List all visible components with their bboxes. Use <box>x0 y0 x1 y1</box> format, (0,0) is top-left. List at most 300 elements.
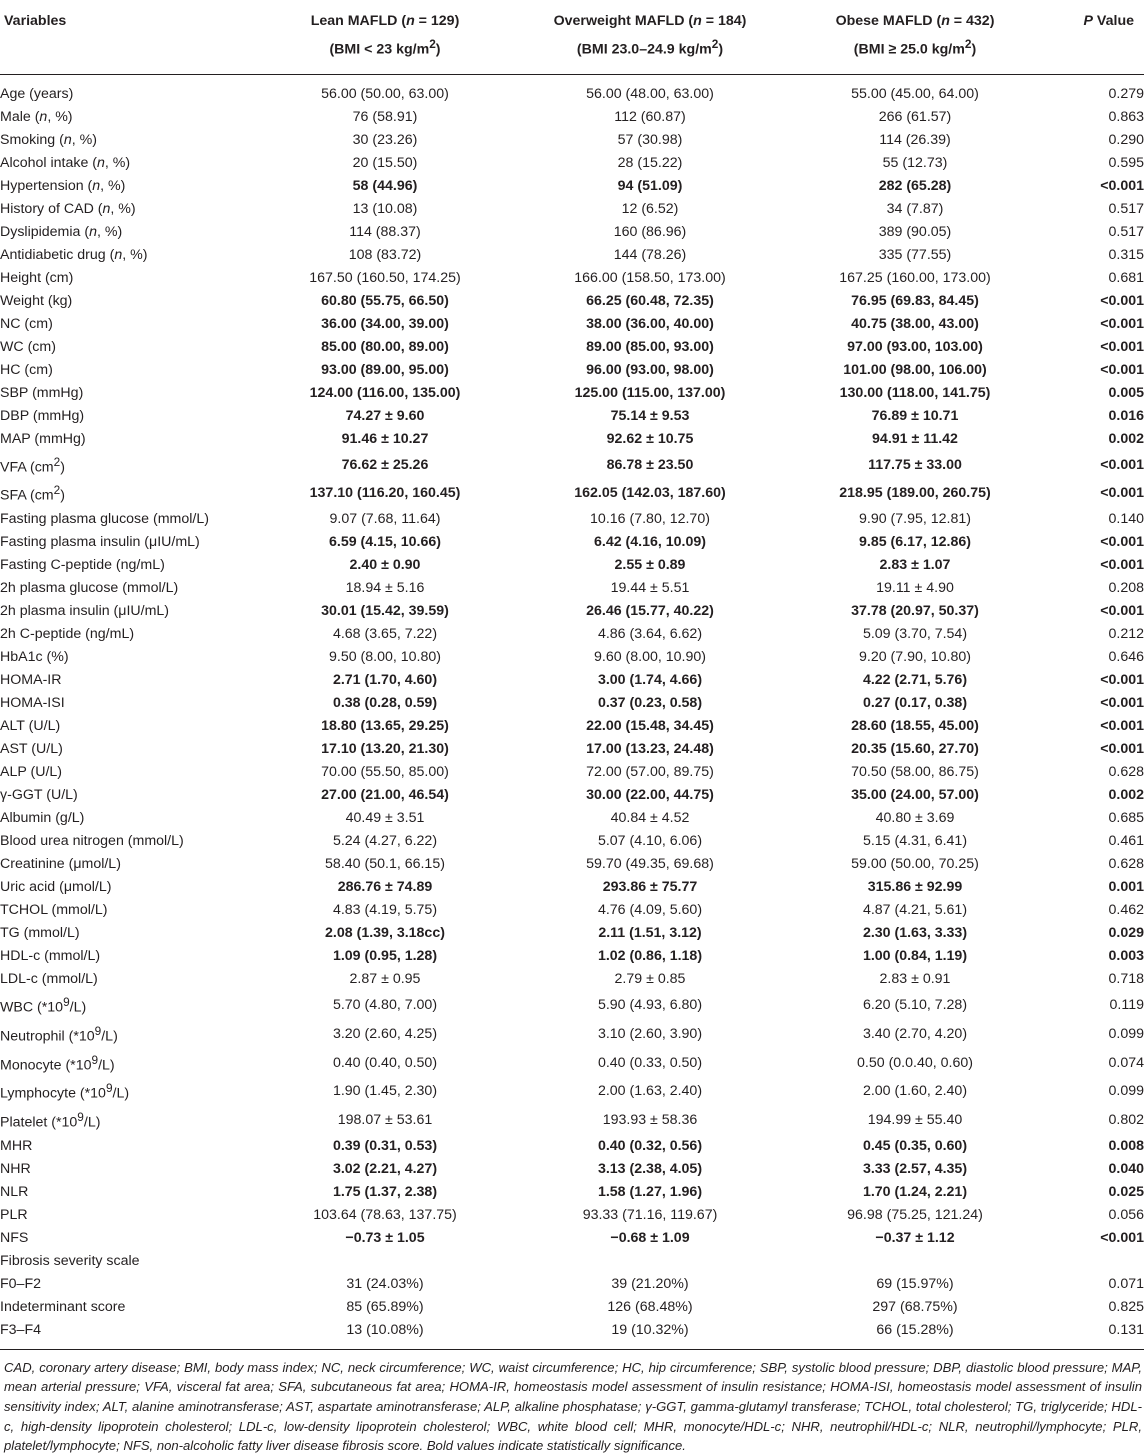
cell-p-value: 0.315 <box>1108 246 1144 263</box>
cell-overweight: 28 (15.22) <box>617 154 683 171</box>
header-line-bmi: (BMI 23.0–24.9 $kg/m^2$) <box>576 37 724 58</box>
cell-variable: VFA $(cm^2)$ <box>0 454 65 476</box>
cell-lean: 0.38 (0.28, 0.59) <box>332 695 438 712</box>
cell-obese: 130.00 (118.00, 141.75) <box>839 384 991 401</box>
cell-obese <box>800 1250 1030 1273</box>
cell-obese: 76.95 (69.83, 84.45) <box>851 292 979 309</box>
cell-variable: HOMA-ISI <box>0 695 65 712</box>
cell-variable: Dyslipidemia (n, %) <box>0 223 123 240</box>
cell-lean: 9.07 (7.68, 11.64) <box>329 511 441 528</box>
cell-lean: 58 (44.96) <box>352 177 418 194</box>
cell-lean: 58.40 (50.1, 66.15) <box>325 856 445 873</box>
cell-variable: Antidiabetic drug (n, %) <box>0 246 148 263</box>
cell-lean: 30 (23.26) <box>352 131 418 148</box>
cell-overweight: 2.79 ± 0.85 <box>614 971 686 988</box>
table-row <box>0 945 1144 968</box>
cell-p-value: 0.863 <box>1108 108 1144 125</box>
cell-obese: 5.09 (3.70, 7.54) <box>862 626 968 643</box>
cell-p-value: 0.290 <box>1108 131 1144 148</box>
cell-variable: SFA $(cm^2)$ <box>0 483 65 505</box>
cell-obese: 1.00 (0.84, 1.19) <box>862 948 968 965</box>
header-p-value <box>1030 0 1144 74</box>
cell-obese: 97.00 (93.00, 103.00) <box>847 338 983 355</box>
cell-obese: 0.50 (0.0.40, 0.60) <box>857 1054 973 1071</box>
cell-p-value: 0.099 <box>1108 1025 1144 1042</box>
table-row <box>0 738 1144 761</box>
header-overweight-mafld <box>500 0 800 74</box>
cell-overweight: 86.78 ± 23.50 <box>606 456 694 473</box>
header-line: Variables <box>4 13 67 29</box>
cell-lean: 1.75 (1.37, 2.38) <box>332 1183 438 1200</box>
cell-lean: 167.50 (160.50, 174.25) <box>309 269 461 286</box>
cell-obese: 167.25 (160.00, 173.00) <box>839 269 991 286</box>
table-row <box>0 175 1144 198</box>
cell-variable: Platelet $(*10^9/L)$ <box>0 1110 101 1131</box>
cell-lean: 31 (24.03%) <box>346 1275 424 1292</box>
cell-overweight: 0.37 (0.23, 0.58) <box>597 695 703 712</box>
cell-variable: WC (cm) <box>0 338 56 355</box>
cell-obese: 266 (61.57) <box>878 108 952 125</box>
cell-lean: 124.00 (116.00, 135.00) <box>309 384 461 401</box>
cell-lean: 91.46 ± 10.27 <box>341 430 429 447</box>
table-row <box>0 106 1144 129</box>
cell-overweight: 26.46 (15.77, 40.22) <box>586 603 714 620</box>
cell-p-value: 0.001 <box>1108 879 1144 896</box>
cell-overweight: 3.13 (2.38, 4.05) <box>597 1160 703 1177</box>
cell-variable: TG (mmol/L) <box>0 925 80 942</box>
cell-obese: 3.40 (2.70, 4.20) <box>862 1025 968 1042</box>
table-row <box>0 1158 1144 1181</box>
cell-p-value: 0.462 <box>1108 902 1144 919</box>
cell-overweight: 4.86 (3.64, 6.62) <box>597 626 703 643</box>
table-row <box>0 853 1144 876</box>
table-row <box>0 991 1144 1020</box>
cell-p-value: 0.628 <box>1108 856 1144 873</box>
table-header <box>0 0 1144 74</box>
table-row <box>0 623 1144 646</box>
header-line-bmi: (BMI ≥ 25.0 $kg/m^2$) <box>853 37 977 58</box>
header-line: Overweight MAFLD (n = 184) <box>553 13 747 29</box>
table-row <box>0 1227 1144 1250</box>
cell-p-value: 0.029 <box>1108 925 1144 942</box>
cell-overweight: 38.00 (36.00, 40.00) <box>586 315 714 332</box>
cell-p-value: 0.003 <box>1108 948 1144 965</box>
table-row <box>0 830 1144 853</box>
table-footnote: CAD, coronary artery disease; BMI, body mass index; NC, neck circumference; WC, waist circumference; HC, hip circumference; SBP, systolic blood pressure; DBP, diastolic blood pressure; MAP, mean arterial pressure; VFA, visceral fat area; SFA, subcutaneous fat area; HOMA-IR, homeostasis model assessment of insulin resistance; HOMA-ISI, homeostasis model assessment of insulin sensitivity index; ALT, alanine aminotransferase; AST, aspartate aminotransferase; ALP, alkaline phosphatase; γ-GGT, gamma-glutamyl transferase; TCHOL, total cholesterol; TG, triglyceride; HDL-c, high-density lipoprotein cholesterol; LDL-c, low-density lipoprotein cholesterol; WBC, white blood cell; MHR, monocyte/HDL-c; NHR, neutrophil/HDL-c; NLR, neutrophil/lymphocyte; PLR, platelet/lymphocyte; NFS, non-alcoholic fatty liver disease fibrosis score. Bold values indicate statistically significance. <box>4 1359 1142 1454</box>
cell-lean: 17.10 (13.20, 21.30) <box>321 741 449 758</box>
cell-p-value <box>1030 1250 1144 1273</box>
table-row <box>0 479 1144 508</box>
cell-variable: HbA1c (%) <box>0 649 69 666</box>
cell-obese: 101.00 (98.00, 106.00) <box>843 361 987 378</box>
cell-p-value: 0.056 <box>1108 1206 1144 1223</box>
cell-obese: 96.98 (75.25, 121.24) <box>847 1206 983 1223</box>
cell-p-value: 0.002 <box>1108 430 1144 447</box>
cell-lean: 60.80 (55.75, 66.50) <box>321 292 449 309</box>
cell-lean <box>270 1250 500 1273</box>
cell-lean: 3.20 (2.60, 4.25) <box>332 1025 438 1042</box>
cell-variable: HOMA-IR <box>0 672 62 689</box>
cell-overweight: 40.84 ± 4.52 <box>610 810 690 827</box>
cell-lean: 18.80 (13.65, 29.25) <box>321 718 449 735</box>
cell-overweight: 57 (30.98) <box>617 131 683 148</box>
table-row <box>0 129 1144 152</box>
cell-obese: 114 (26.39) <box>879 131 951 148</box>
cell-variable: ALP (U/L) <box>0 764 63 781</box>
cell-variable: History of CAD (n, %) <box>0 200 136 217</box>
cell-variable: Albumin (g/L) <box>0 810 85 827</box>
table-row <box>0 1020 1144 1049</box>
table-row <box>0 313 1144 336</box>
cell-overweight: 1.58 (1.27, 1.96) <box>597 1183 703 1200</box>
cell-overweight: 93.33 (71.16, 119.67) <box>582 1206 718 1223</box>
cell-variable: Lymphocyte $(*10^9/L)$ <box>0 1081 130 1103</box>
table-row <box>0 577 1144 600</box>
cell-p-value: 0.628 <box>1108 764 1144 781</box>
cell-lean: 85 (65.89%) <box>346 1298 424 1315</box>
cell-obese: 194.99 ± 55.40 <box>867 1112 963 1128</box>
table-row <box>0 405 1144 428</box>
cell-lean: 1.09 (0.95, 1.28) <box>332 948 438 965</box>
cell-variable: 2h plasma glucose (mmol/L) <box>0 580 179 597</box>
table-row <box>0 899 1144 922</box>
cell-overweight: 162.05 (142.03, 187.60) <box>574 485 726 502</box>
cell-lean: 2.87 ± 0.95 <box>349 971 421 988</box>
cell-variable: 2h C-peptide (ng/mL) <box>0 626 135 643</box>
cell-lean: 103.64 (78.63, 137.75) <box>313 1206 457 1223</box>
cell-overweight: 125.00 (115.00, 137.00) <box>574 384 726 401</box>
table-row <box>0 451 1144 480</box>
cell-lean: 30.01 (15.42, 39.59) <box>321 603 449 620</box>
cell-p-value: <0.001 <box>1100 603 1144 620</box>
cell-p-value: <0.001 <box>1100 741 1144 758</box>
cell-obese: 0.27 (0.17, 0.38) <box>862 695 968 712</box>
cell-obese: 335 (77.55) <box>878 246 952 263</box>
cell-overweight: 193.93 ± 58.36 <box>602 1112 698 1128</box>
cell-variable: Neutrophil $(*10^9/L)$ <box>0 1023 118 1045</box>
cell-variable: HC (cm) <box>0 361 53 378</box>
cell-variable: NC (cm) <box>0 315 53 332</box>
cell-p-value: 0.025 <box>1108 1183 1144 1200</box>
cell-lean: 114 (88.37) <box>349 223 421 240</box>
cell-obese: 117.75 ± 33.00 <box>868 456 962 473</box>
cell-p-value: <0.001 <box>1100 718 1144 735</box>
cell-lean: 5.24 (4.27, 6.22) <box>332 833 438 850</box>
table-row <box>0 1296 1144 1319</box>
cell-variable: MHR <box>0 1137 33 1154</box>
cell-p-value: 0.517 <box>1108 223 1144 240</box>
cell-overweight: 22.00 (15.48, 34.45) <box>586 718 714 735</box>
cell-obese: 66 (15.28%) <box>800 1319 1030 1350</box>
header-line: Obese MAFLD (n = 432) <box>835 13 995 29</box>
cell-lean: 0.40 (0.40, 0.50) <box>332 1054 438 1071</box>
table-row <box>0 1273 1144 1296</box>
header-line: Lean MAFLD (n = 129) <box>310 13 460 29</box>
cell-overweight <box>500 1250 800 1273</box>
cell-overweight: 17.00 (13.23, 24.48) <box>586 741 714 758</box>
cell-obese: 20.35 (15.60, 27.70) <box>851 741 979 758</box>
cell-overweight: 72.00 (57.00, 89.75) <box>586 764 714 781</box>
table-row <box>0 761 1144 784</box>
cell-obese: 4.22 (2.71, 5.76) <box>862 672 968 689</box>
cell-lean: 56.00 (50.00, 63.00) <box>321 85 449 102</box>
cell-variable: F3–F4 <box>0 1319 270 1350</box>
cell-p-value: <0.001 <box>1100 315 1144 332</box>
cell-obese: 389 (90.05) <box>878 223 952 240</box>
cell-overweight: 4.76 (4.09, 5.60) <box>597 902 703 919</box>
cell-overweight: 59.70 (49.35, 69.68) <box>586 856 714 873</box>
cell-variable: AST (U/L) <box>0 741 63 758</box>
cell-p-value: <0.001 <box>1100 672 1144 689</box>
cell-overweight: 126 (68.48%) <box>607 1298 693 1315</box>
cell-p-value: 0.208 <box>1108 580 1144 597</box>
header-lean-mafld <box>270 0 500 74</box>
cell-obese: 70.50 (58.00, 86.75) <box>851 764 979 781</box>
cell-variable: NLR <box>0 1183 29 1200</box>
cell-overweight: 144 (78.26) <box>613 246 687 263</box>
table-row <box>0 1049 1144 1078</box>
cell-overweight: 19 (10.32%) <box>500 1319 800 1350</box>
table-row <box>0 244 1144 267</box>
table-row <box>0 554 1144 577</box>
cell-p-value: <0.001 <box>1100 361 1144 378</box>
header-line: P Value <box>1083 13 1134 29</box>
cell-p-value: 0.008 <box>1108 1137 1144 1154</box>
cell-obese: −0.37 ± 1.12 <box>875 1229 955 1246</box>
cell-variable: Blood urea nitrogen (mmol/L) <box>0 833 184 850</box>
cell-lean: 108 (83.72) <box>348 246 422 263</box>
cell-lean: 27.00 (21.00, 46.54) <box>321 787 449 804</box>
cell-lean: 198.07 ± 53.61 <box>337 1112 433 1128</box>
cell-obese: 55.00 (45.00, 64.00) <box>851 85 979 102</box>
table-row <box>0 968 1144 991</box>
cell-overweight: 112 (60.87) <box>614 108 686 125</box>
cell-variable: Smoking (n, %) <box>0 131 97 148</box>
cell-p-value: <0.001 <box>1100 485 1144 502</box>
header-row <box>0 0 1144 74</box>
table-row <box>0 1250 1144 1273</box>
cell-obese: 2.00 (1.60, 2.40) <box>862 1083 968 1100</box>
cell-variable: WBC $(*10^9/L)$ <box>0 995 87 1016</box>
cell-lean: 13 (10.08) <box>352 200 418 217</box>
cell-variable: PLR <box>0 1206 28 1223</box>
cell-variable: Height (cm) <box>0 269 74 286</box>
cell-lean: 9.50 (8.00, 10.80) <box>328 649 441 666</box>
cell-overweight: 10.16 (7.80, 12.70) <box>590 511 710 528</box>
table-row <box>0 74 1144 106</box>
cell-overweight: 5.07 (4.10, 6.06) <box>597 833 703 850</box>
cell-p-value: <0.001 <box>1100 695 1144 712</box>
cell-overweight: 30.00 (22.00, 44.75) <box>586 787 714 804</box>
cell-overweight: 66.25 (60.48, 72.35) <box>586 292 714 309</box>
table-row <box>0 692 1144 715</box>
cell-p-value: 0.517 <box>1108 200 1144 217</box>
cell-variable: γ-GGT (U/L) <box>0 787 78 804</box>
cell-overweight: 3.00 (1.74, 4.66) <box>597 672 703 689</box>
cell-overweight: 89.00 (85.00, 93.00) <box>586 338 714 355</box>
cell-variable: NHR <box>0 1160 31 1177</box>
cell-overweight: 2.00 (1.63, 2.40) <box>597 1083 703 1100</box>
cell-p-value: 0.595 <box>1108 154 1144 171</box>
table-row <box>0 1077 1144 1106</box>
cell-obese: 59.00 (50.00, 70.25) <box>851 856 979 873</box>
cell-lean: 93.00 (89.00, 95.00) <box>321 361 449 378</box>
cell-p-value: 0.131 <box>1030 1319 1144 1350</box>
cell-p-value: 0.212 <box>1108 626 1144 643</box>
cell-lean: −0.73 ± 1.05 <box>345 1229 425 1246</box>
cell-variable: DBP (mmHg) <box>0 407 85 424</box>
cell-p-value: <0.001 <box>1100 1229 1144 1246</box>
cell-variable: F0–F2 <box>0 1275 42 1292</box>
cell-obese: 3.33 (2.57, 4.35) <box>862 1160 968 1177</box>
cell-lean: 2.40 ± 0.90 <box>349 557 421 574</box>
cell-lean: 70.00 (55.50, 85.00) <box>321 764 449 781</box>
table-row <box>0 267 1144 290</box>
cell-overweight: 160 (86.96) <box>613 223 687 240</box>
cell-p-value: 0.802 <box>1108 1112 1144 1128</box>
cell-lean: 286.76 ± 74.89 <box>337 879 433 896</box>
cell-obese: 315.86 ± 92.99 <box>867 879 963 896</box>
cell-lean: 76.62 ± 25.26 <box>341 456 429 473</box>
cell-obese: 0.45 (0.35, 0.60) <box>862 1137 968 1154</box>
cell-variable: MAP (mmHg) <box>0 430 86 447</box>
cell-obese: 6.20 (5.10, 7.28) <box>862 997 968 1014</box>
cell-lean: 5.70 (4.80, 7.00) <box>332 997 438 1014</box>
cell-variable: Uric acid (μmol/L) <box>0 879 112 896</box>
cell-lean: 2.71 (1.70, 4.60) <box>332 672 438 689</box>
cell-p-value: 0.119 <box>1109 997 1144 1014</box>
cell-obese: 282 (65.28) <box>878 177 952 194</box>
cell-overweight: 12 (6.52) <box>621 200 679 217</box>
cell-obese: 2.83 ± 0.91 <box>879 971 951 988</box>
cell-variable: Alcohol intake (n, %) <box>0 154 131 171</box>
table-row <box>0 508 1144 531</box>
table-row <box>0 198 1144 221</box>
cell-overweight: 94 (51.09) <box>617 177 683 194</box>
cell-p-value: 0.646 <box>1108 649 1144 666</box>
table-row <box>0 715 1144 738</box>
cell-variable: 2h plasma insulin (μIU/mL) <box>0 603 170 620</box>
table-row <box>0 290 1144 313</box>
cell-p-value: 0.461 <box>1108 833 1144 850</box>
cell-obese: 19.11 ± 4.90 <box>876 580 954 597</box>
cell-lean: 20 (15.50) <box>352 154 418 171</box>
cell-overweight: 92.62 ± 10.75 <box>606 430 694 447</box>
cell-variable: Fasting plasma insulin (μIU/mL) <box>0 534 200 551</box>
cell-lean: 85.00 (80.00, 89.00) <box>321 338 449 355</box>
cell-overweight: 166.00 (158.50, 173.00) <box>574 269 726 286</box>
cell-p-value: <0.001 <box>1100 456 1144 473</box>
cell-lean: 36.00 (34.00, 39.00) <box>321 315 449 332</box>
table-row <box>0 1319 1144 1350</box>
cell-p-value: 0.005 <box>1108 384 1144 401</box>
table-row <box>0 876 1144 899</box>
cell-p-value: 0.681 <box>1108 269 1144 286</box>
cell-overweight: 293.86 ± 75.77 <box>602 879 698 896</box>
table-row <box>0 784 1144 807</box>
cell-overweight: 1.02 (0.86, 1.18) <box>597 948 703 965</box>
cell-lean: 4.68 (3.65, 7.22) <box>332 626 438 643</box>
cell-overweight: 2.55 ± 0.89 <box>614 557 686 574</box>
table-row <box>0 1204 1144 1227</box>
cell-obese: 94.91 ± 11.42 <box>872 430 958 447</box>
cell-obese: 9.90 (7.95, 12.81) <box>858 511 971 528</box>
header-line-bmi: (BMI < 23 $kg/m^2$) <box>329 37 441 58</box>
cell-obese: 40.75 (38.00, 43.00) <box>851 315 979 332</box>
cell-overweight: 3.10 (2.60, 3.90) <box>597 1025 703 1042</box>
cell-variable: Male (n, %) <box>0 108 73 125</box>
cell-lean: 6.59 (4.15, 10.66) <box>328 534 441 551</box>
table-row <box>0 428 1144 451</box>
cell-overweight: 6.42 (4.16, 10.09) <box>593 534 706 551</box>
table-row <box>0 1181 1144 1204</box>
cell-variable: ALT (U/L) <box>0 718 61 735</box>
cell-p-value: 0.016 <box>1108 407 1144 424</box>
cell-obese: 35.00 (24.00, 57.00) <box>851 787 979 804</box>
cell-lean: 0.39 (0.31, 0.53) <box>332 1137 438 1154</box>
cell-obese: 218.95 (189.00, 260.75) <box>839 485 991 502</box>
cell-variable: Age (years) <box>0 85 74 102</box>
header-variables <box>0 0 270 74</box>
cell-p-value: 0.685 <box>1108 810 1144 827</box>
cell-overweight: 0.40 (0.33, 0.50) <box>597 1054 703 1071</box>
cell-lean: 3.02 (2.21, 4.27) <box>332 1160 438 1177</box>
cell-obese: 2.30 (1.63, 3.33) <box>862 925 968 942</box>
cell-obese: 69 (15.97%) <box>876 1275 954 1292</box>
cell-overweight: −0.68 ± 1.09 <box>610 1229 690 1246</box>
cell-p-value: 0.140 <box>1108 511 1144 528</box>
cell-overweight: 5.90 (4.93, 6.80) <box>597 997 703 1014</box>
cell-p-value: 0.718 <box>1108 971 1144 988</box>
cell-overweight: 56.00 (48.00, 63.00) <box>586 85 714 102</box>
cell-lean: 4.83 (4.19, 5.75) <box>332 902 438 919</box>
cell-lean: 18.94 ± 5.16 <box>345 580 425 597</box>
cell-lean: 76 (58.91) <box>352 108 418 125</box>
cell-overweight: 9.60 (8.00, 10.90) <box>593 649 706 666</box>
cell-p-value: 0.825 <box>1108 1298 1144 1315</box>
table-row <box>0 1135 1144 1158</box>
cell-variable: HDL-c (mmol/L) <box>0 948 101 965</box>
table-row <box>0 382 1144 405</box>
cell-variable: LDL-c (mmol/L) <box>0 971 98 988</box>
cell-obese: 9.20 (7.90, 10.80) <box>858 649 971 666</box>
cell-obese: 297 (68.75%) <box>872 1298 958 1315</box>
cell-lean: 40.49 ± 3.51 <box>345 810 425 827</box>
table-row <box>0 152 1144 175</box>
cell-lean: 137.10 (116.20, 160.45) <box>309 485 461 502</box>
cell-overweight: 0.40 (0.32, 0.56) <box>597 1137 703 1154</box>
cell-obese: 76.89 ± 10.71 <box>871 407 959 424</box>
cell-variable: Fasting C-peptide (ng/mL) <box>0 557 165 574</box>
cell-variable: Weight (kg) <box>0 292 73 309</box>
cell-p-value: 0.099 <box>1108 1083 1144 1100</box>
table-row <box>0 1106 1144 1135</box>
cell-obese: 37.78 (20.97, 50.37) <box>851 603 979 620</box>
cell-overweight: 2.11 (1.51, 3.12) <box>598 925 702 942</box>
cell-variable: Hypertension (n, %) <box>0 177 126 194</box>
cell-obese: 40.80 ± 3.69 <box>875 810 955 827</box>
table-row <box>0 646 1144 669</box>
cell-obese: 2.83 ± 1.07 <box>879 557 951 574</box>
cell-obese: 55 (12.73) <box>882 154 948 171</box>
table-row <box>0 336 1144 359</box>
cell-p-value: <0.001 <box>1100 557 1144 574</box>
cell-lean: 1.90 (1.45, 2.30) <box>332 1083 438 1100</box>
cell-p-value: 0.040 <box>1108 1160 1144 1177</box>
cell-p-value: 0.074 <box>1108 1054 1144 1071</box>
cell-overweight: 39 (21.20%) <box>611 1275 689 1292</box>
cell-overweight: 19.44 ± 5.51 <box>610 580 690 597</box>
